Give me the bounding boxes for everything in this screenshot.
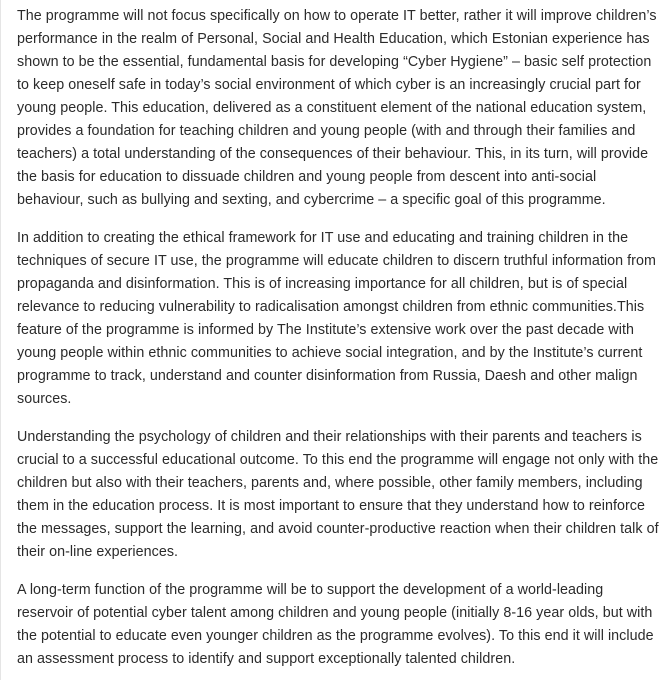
paragraph-3: Understanding the psychology of children and their relationships with their parents and teachers is crucial to a successful educational outcome. To this end the programme will engage not only with the children but also with their teachers, parents and, where possible, other family members, including them in the education process. It is most important to ensure that they understand how to reinforce the messages, support the learning, and avoid counter-productive reaction when their children talk of their on-line experiences. bbox=[17, 429, 659, 560]
paragraph-2: In addition to creating the ethical framework for IT use and educating and training children in the techniques of secure IT use, the programme will educate children to discern truthful information from propaganda and disinformation. This is of increasing importance for all children, but is of special relevance to reducing vulnerability to radicalisation amongst children from ethnic communities.This feature of the programme is informed by The Institute’s extensive work over the past decade with young people within ethnic communities to achieve social integration, and by the Institute’s current programme to track, understand and counter disinformation from Russia, Daesh and other malign sources. bbox=[17, 230, 656, 407]
paragraph-1: The programme will not focus specifically on how to operate IT better, rather it will improve children’s performance in the realm of Personal, Social and Health Education, which Estonian experience has shown to be the essential, fundamental basis for developing “Cyber Hygiene” – basic self protection to keep oneself safe in today’s social environment of which cyber is an increasingly crucial part for young people. This education, delivered as a constituent element of the national education system, provides a foundation for teaching children and young people (with and through their families and teachers) a total understanding of the consequences of their behaviour. This, in its turn, will provide the basis for education to dissuade children and young people from descent into anti-social behaviour, such as bullying and sexting, and cybercrime – a specific goal of this programme. bbox=[17, 8, 657, 208]
document-body bbox=[17, 5, 659, 686]
paragraph-4: A long-term function of the programme will be to support the development of a world-leading reservoir of potential cyber talent among children and young people (initially 8-16 year olds, but with the potential to educate even younger children as the programme evolves). To this end it will include an assessment process to identify and support exceptionally talented children. bbox=[17, 582, 654, 667]
